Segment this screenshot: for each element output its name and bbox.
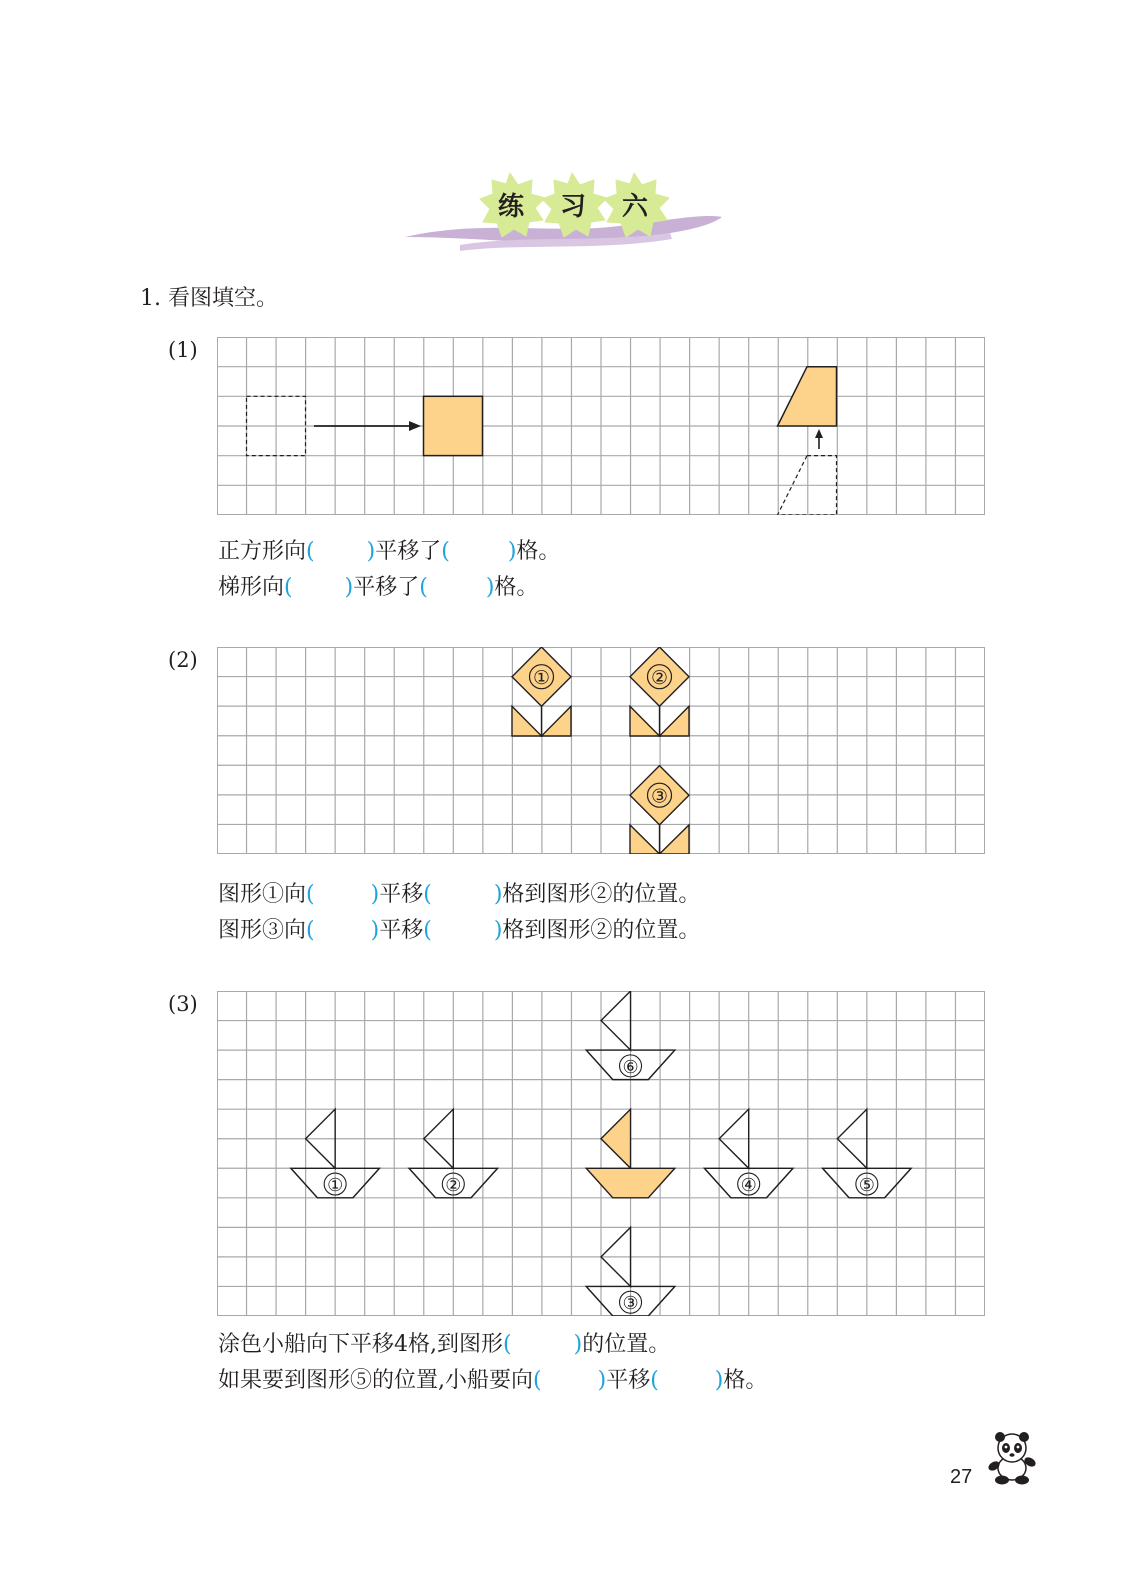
- boat-3-number: ③: [622, 1293, 639, 1315]
- square-filled: [424, 396, 483, 455]
- flower-shape-1: [512, 647, 571, 736]
- part-3-label: (3): [168, 992, 198, 1016]
- part-2-label: (2): [168, 648, 198, 672]
- star-badge-1: [480, 173, 545, 237]
- part-2-line-1: 图形①向( )平移( )格到图形②的位置。: [218, 882, 701, 907]
- boat-1-number: ①: [327, 1175, 344, 1197]
- boat-4-number: ④: [740, 1175, 757, 1197]
- flower-1-number: ①: [532, 667, 551, 689]
- star-badge-2: [542, 173, 607, 237]
- boat-6-number: ⑥: [622, 1056, 639, 1078]
- part-1-line-2: 梯形向( )平移了( )格。: [218, 575, 539, 600]
- flower-2-number: ②: [650, 667, 669, 689]
- part-2-line-2: 图形③向( )平移( )格到图形②的位置。: [218, 918, 701, 943]
- grid-part-3: [217, 991, 985, 1316]
- part-3-line-1: 涂色小船向下平移4格,到图形( )的位置。: [218, 1332, 671, 1357]
- page-number: 27: [950, 1466, 973, 1488]
- flower-3-number: ③: [650, 785, 669, 808]
- title-char-1: 练: [497, 192, 525, 222]
- grid-part-2: [217, 647, 985, 854]
- grid-part-1: [217, 337, 985, 515]
- part-3-line-2: 如果要到图形⑤的位置,小船要向( )平移( )格。: [218, 1368, 768, 1393]
- title-char-3: 六: [621, 192, 649, 222]
- panda-mascot-icon: [985, 1428, 1037, 1486]
- boat-4: [704, 1109, 793, 1198]
- part-1-line-1: 正方形向( )平移了( )格。: [218, 539, 561, 564]
- title-char-2: 习: [559, 192, 587, 222]
- part-1-label: (1): [168, 338, 198, 362]
- exercise-title-banner: [400, 165, 730, 265]
- boat-5-number: ⑤: [858, 1175, 875, 1197]
- boat-3: [586, 1227, 675, 1316]
- flower-shape-3: [630, 766, 689, 854]
- boat-5: [823, 1109, 912, 1198]
- flower-shape-2: [630, 647, 689, 736]
- question-1-label: 1. 看图填空。: [140, 286, 278, 311]
- boat-6: [586, 991, 675, 1080]
- boat-2: [409, 1109, 498, 1198]
- boat-2-number: ②: [445, 1175, 462, 1197]
- boat-1: [291, 1109, 380, 1198]
- boat-colored: [586, 1109, 675, 1198]
